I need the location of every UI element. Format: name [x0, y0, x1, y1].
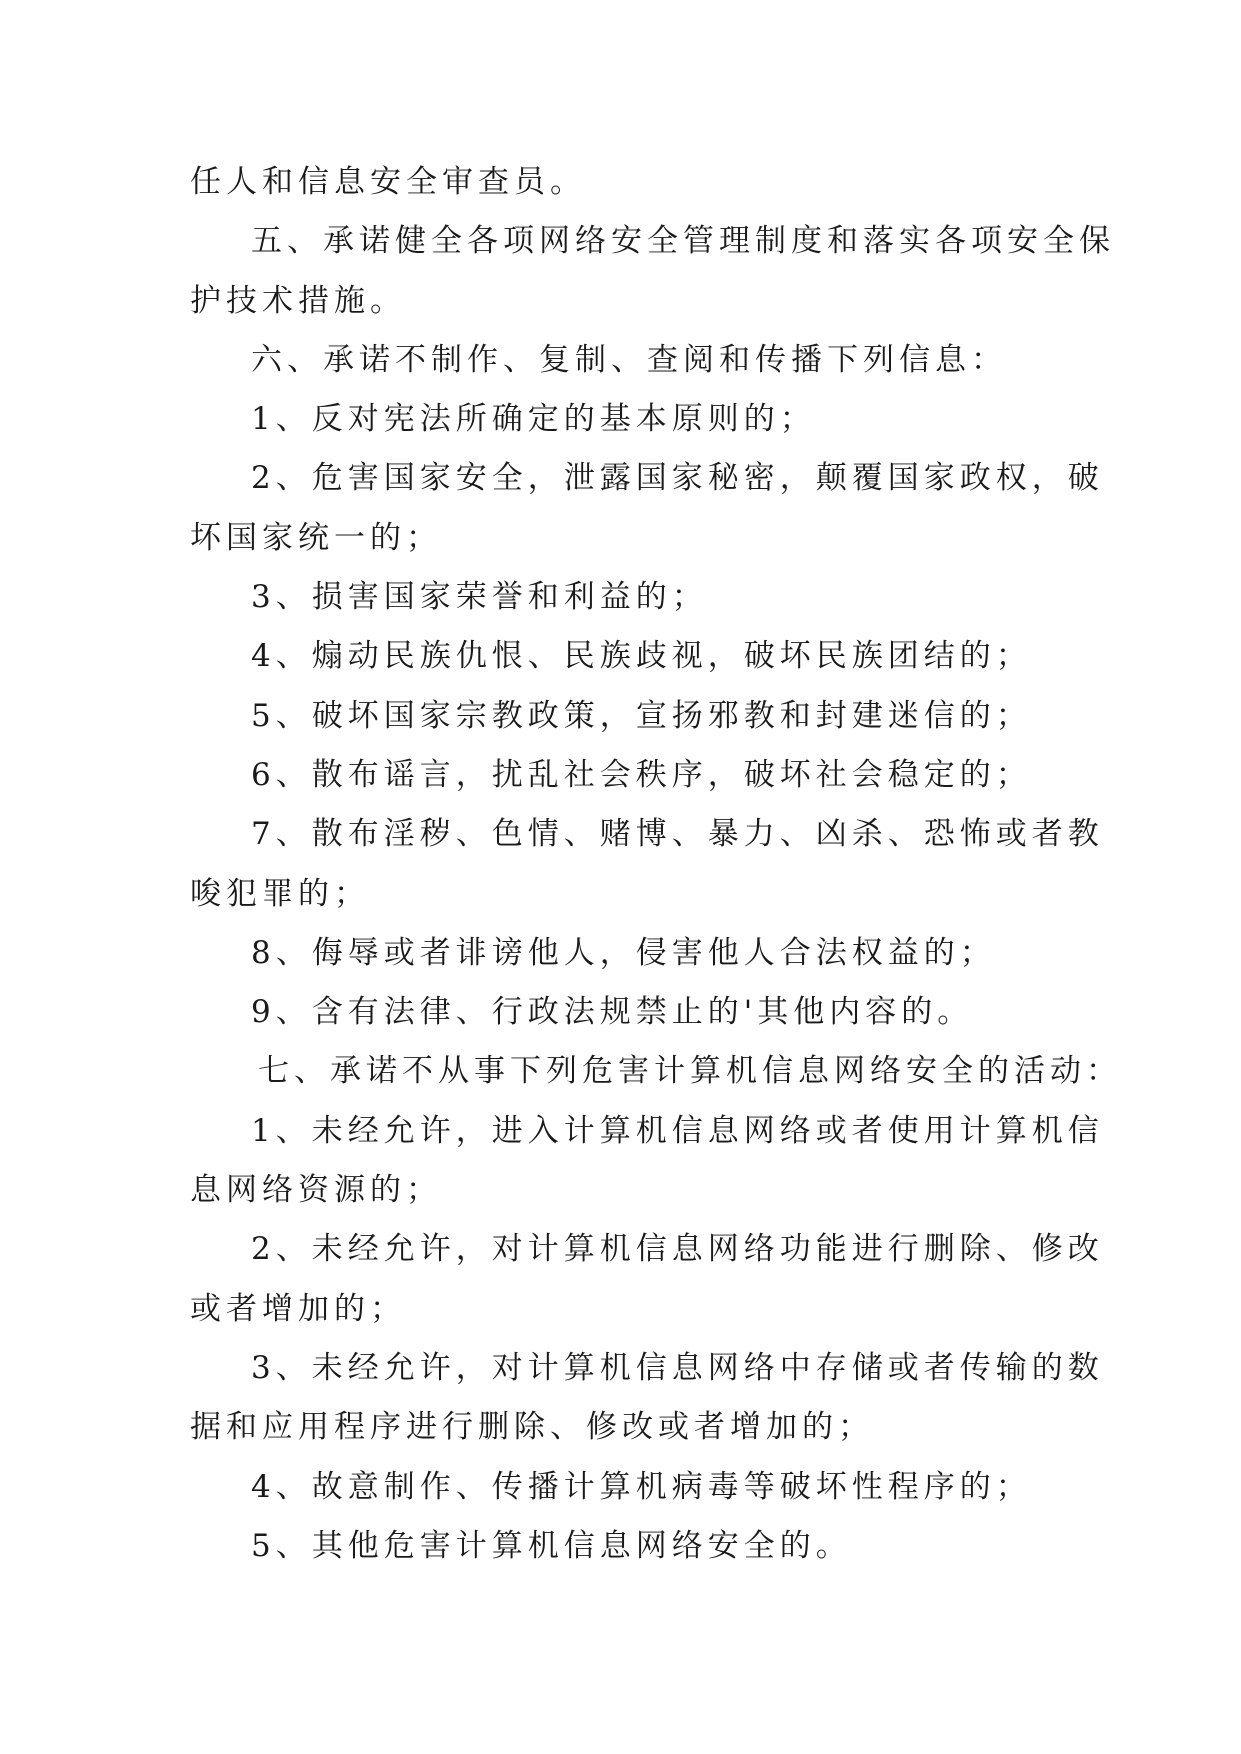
text-line: 1、未经允许，进入计算机信息网络或者使用计算机信: [251, 1113, 1104, 1149]
text-line: 4、煽动民族仇恨、民族歧视，破坏民族团结的；: [251, 638, 1032, 674]
text-line: 3、损害国家荣誉和利益的；: [251, 579, 708, 615]
text-line: 4、故意制作、传播计算机病毒等破坏性程序的；: [251, 1469, 1032, 1505]
text-line: 任人和信息安全审查员。: [190, 164, 586, 200]
text-line: 七、承诺不从事下列危害计算机信息网络安全的活动：: [258, 1053, 1122, 1089]
text-line: 或者增加的；: [190, 1291, 406, 1327]
text-line: 6、散布谣言，扰乱社会秩序，破坏社会稳定的；: [251, 757, 1032, 793]
text-line: 9、含有法律、行政法规禁止的'其他内容的。: [251, 994, 974, 1030]
text-line: 六、承诺不制作、复制、查阅和传播下列信息：: [251, 342, 1007, 378]
text-line: 坏国家统一的；: [190, 520, 442, 556]
text-line: 1、反对宪法所确定的基本原则的；: [251, 401, 816, 437]
text-line: 5、破坏国家宗教政策，宣扬邪教和封建迷信的；: [251, 698, 1032, 734]
text-line: 护技术措施。: [190, 283, 406, 319]
text-line: 五、承诺健全各项网络安全管理制度和落实各项安全保: [251, 223, 1115, 259]
text-line: 唆犯罪的；: [190, 876, 370, 912]
text-line: 据和应用程序进行删除、修改或者增加的；: [190, 1409, 874, 1445]
text-line: 7、散布淫秽、色情、赌博、暴力、凶杀、恐怖或者教: [251, 816, 1104, 852]
text-line: 8、侮辱或者诽谤他人，侵害他人合法权益的；: [251, 935, 996, 971]
text-line: 2、危害国家安全，泄露国家秘密，颠覆国家政权，破: [251, 460, 1104, 496]
text-line: 息网络资源的；: [190, 1172, 442, 1208]
text-line: 2、未经允许，对计算机信息网络功能进行删除、修改: [251, 1231, 1104, 1267]
text-line: 5、其他危害计算机信息网络安全的。: [251, 1528, 852, 1564]
text-line: 3、未经允许，对计算机信息网络中存储或者传输的数: [251, 1350, 1104, 1386]
